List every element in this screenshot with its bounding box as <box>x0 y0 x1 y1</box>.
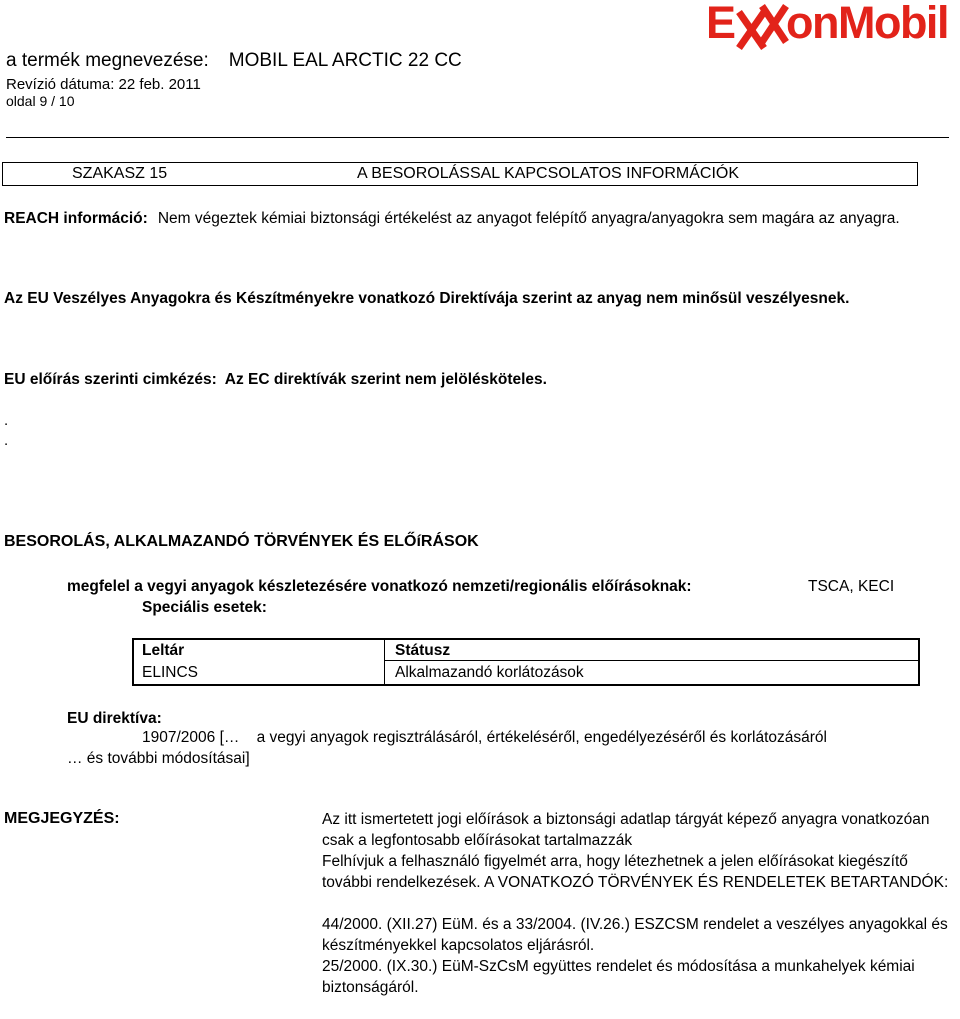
product-label: a termék megnevezése: <box>6 50 209 71</box>
regulations-heading: BESOROLÁS, ALKALMAZANDÓ TÖRVÉNYEK ÉS ELŐíRÁSOK <box>4 533 479 550</box>
special-cases-label: Speciális esetek: <box>142 599 267 616</box>
compliant-label: megfelel a vegyi anyagok készletezésére vonatkozó nemzeti/regionális előírásoknak: <box>67 578 692 595</box>
compliant-value: TSCA, KECI <box>808 578 895 595</box>
reach-label: REACH információ: <box>4 210 148 227</box>
note-text <box>322 809 958 998</box>
table-header-status: Státusz <box>395 642 451 659</box>
note-label: MEGJEGYZÉS: <box>4 810 120 827</box>
header-rule <box>6 137 949 138</box>
note-paragraph: 44/2000. (XII.27) EüM. és a 33/2004. (IV.26.) ESZCSM rendelet a veszélyes anyagokkal és készítményekkel kapcsolatos eljárásról. <box>322 916 948 954</box>
exxonmobil-logo <box>706 0 960 57</box>
reach-text: Nem végeztek kémiai biztonsági értékelést az anyagot felépítő anyagra/anyagokra sem magára az anyagra. <box>157 210 900 227</box>
page-number: oldal 9 / 10 <box>6 93 75 109</box>
dot-separator: . <box>4 432 9 449</box>
table-divider <box>384 638 385 684</box>
note-paragraph: Az itt ismertetett jogi előírások a biztonsági adatlap tárgyát képező anyagra vonatkozóan csak a legfontosabb előírásokat tartalmazzák <box>322 811 930 849</box>
eu-directive-text: 1907/2006 [… a vegyi anyagok regisztrálásáról, értékeléséről, engedélyezéséről és korlátozásáról <box>142 729 827 746</box>
eu-labelling <box>4 369 547 390</box>
note-paragraph: Felhívjuk a felhasználó figyelmét arra, hogy létezhetnek a jelen előírásokat kiegészítő további rendelkezések. A VONATKOZÓ TÖRVÉNYEK ÉS RENDELETEK BETARTANDÓK: <box>322 853 949 891</box>
table-cell-inventory: ELINCS <box>142 664 198 681</box>
section-title: A BESOROLÁSSAL KAPCSOLATOS INFORMÁCIÓK <box>357 165 740 182</box>
section-number: SZAKASZ 15 <box>72 165 168 182</box>
note-paragraph: 25/2000. (IX.30.) EüM-SzCsM együttes rendelet és módosítása a munkahelyek kémiai biztonságáról. <box>322 958 915 996</box>
eu-dangerous-statement: Az EU Veszélyes Anyagokra és Készítményekre vonatkozó Direktívája szerint az anyag nem minősül veszélyesnek. <box>4 290 850 307</box>
eu-directive-label: EU direktíva: <box>67 710 162 727</box>
eu-directive-text-cont: … és további módosításai] <box>67 750 250 767</box>
table-header-inventory: Leltár <box>142 642 185 659</box>
eu-labelling-label: EU előírás szerinti cimkézés: <box>4 371 217 388</box>
svg-text:onMobil: onMobil <box>786 0 948 48</box>
reach-info <box>4 208 949 229</box>
table-row-rule <box>384 660 918 661</box>
svg-text:E: E <box>706 0 735 48</box>
revision-date: Revízió dátuma: 22 feb. 2011 <box>6 76 201 93</box>
product-name: MOBIL EAL ARCTIC 22 CC <box>228 50 462 71</box>
eu-labelling-value: Az EC direktívák szerint nem jelölésköteles. <box>224 371 547 388</box>
dot-separator: . <box>4 412 9 429</box>
product-line <box>6 50 462 72</box>
table-cell-status: Alkalmazandó korlátozások <box>395 664 584 681</box>
